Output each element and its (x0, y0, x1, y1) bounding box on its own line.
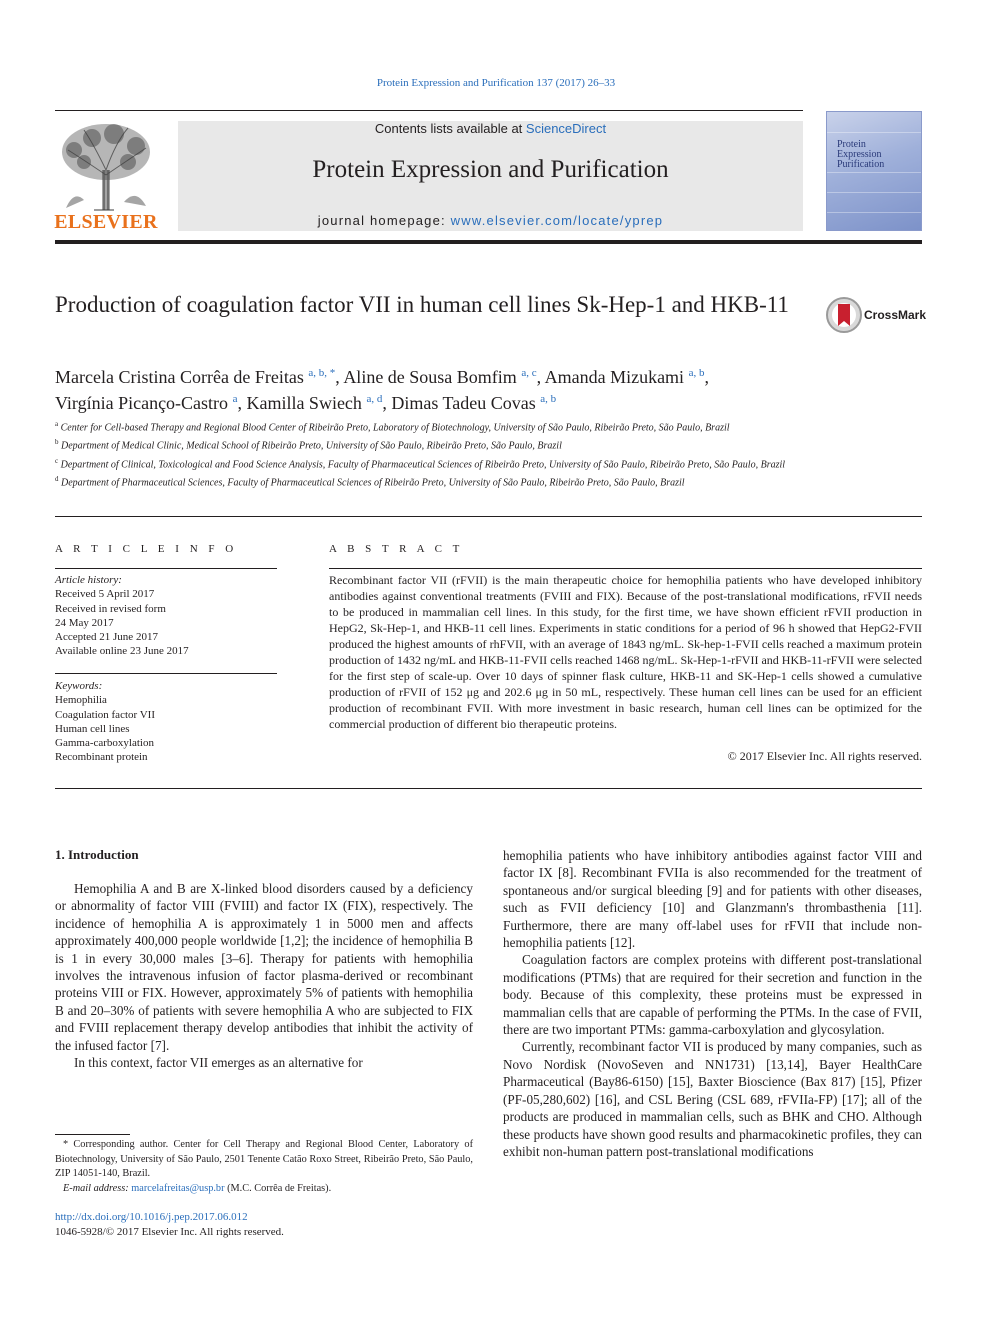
article-title: Production of coagulation factor VII in human cell lines Sk-Hep-1 and HKB-11 (55, 292, 789, 317)
author[interactable]: Dimas Tadeu Covas $^{a, b}$ (391, 393, 557, 413)
body-paragraph: Currently, recombinant factor VII is produced by many companies, such as Novo Nordisk (NovoSeven and NN1731) [13,14], Bayer HealthCare Pharmaceutical (Bay86-6150) [15], Baxter Bioscience (Bax 817) [15], Pfizer (PF-05,280,602) [16], and CSL Bering (CSL 689, rFVIIa-FP) [17]; all of the products are produced in mammalian cells, such as BHK and CHO. Although these products have shown good results and pharmacokinetic profiles, they can exhibit non-human pattern post-translational modifications (503, 1039, 922, 1159)
author[interactable]: Amanda Mizukami $^{a, b}$ (544, 367, 705, 387)
divider (329, 568, 922, 569)
cover-title-line: Expression (837, 149, 882, 160)
author[interactable]: Kamilla Swiech $^{a, d}$ (246, 393, 383, 413)
author[interactable]: Aline de Sousa Bomfim $^{a, c}$ (343, 367, 537, 387)
doi-link[interactable]: http://dx.doi.org/10.1016/j.pep.2017.06.012 (55, 1211, 248, 1223)
article-info-heading: A R T I C L E I N F O (55, 543, 238, 555)
cover-title-line: Protein (837, 139, 866, 150)
header-thick-divider (55, 240, 922, 244)
body-column-left (55, 880, 473, 1071)
article-history (55, 573, 277, 659)
history-item: Available online 23 June 2017 (55, 645, 189, 658)
affiliation: $^c$ Department of Clinical, Toxicological and Food Science Analysis, Faculty of Pharmaceutical Sciences of Ribeirão Preto, University of São Paulo, Ribeirão Preto, São Paulo, Brazil (55, 456, 786, 470)
footnote-divider (55, 1134, 130, 1135)
keyword: Recombinant protein (55, 751, 148, 764)
divider (55, 788, 922, 789)
journal-name: Protein Expression and Purification (312, 156, 669, 183)
affiliation: $^a$ Center for Cell-based Therapy and Regional Blood Center of Ribeirão Preto, Laboratory of Biotechnology, University of São Paulo, Ribeirão Preto, São Paulo, Brazil (55, 420, 730, 434)
crossmark-label: CrossMark (864, 308, 927, 322)
body-paragraph: Coagulation factors are complex proteins with different post-translational modifications (PTMs) that are required for their secretion and function in the body. Because of this complexity, these proteins must be expressed in mammalian cells that are capable of performing the PTMs. In the case of FVII, there are two important PTMs: gamma-carboxylation and glycosylation. (503, 952, 922, 1038)
journal-cover-thumbnail[interactable] (826, 111, 922, 231)
cover-title (837, 140, 884, 170)
author[interactable]: Virgínia Picanço-Castro $^a$ (55, 393, 238, 413)
history-item: 24 May 2017 (55, 616, 114, 629)
abstract-heading: A B S T R A C T (329, 543, 464, 555)
cover-title-line: Purification (837, 159, 885, 170)
history-label: Article history: (55, 574, 122, 586)
body-paragraph: In this context, factor VII emerges as an alternative for (74, 1055, 363, 1071)
email-suffix: (M.C. Corrêa de Freitas). (224, 1182, 332, 1194)
keyword: Coagulation factor VII (55, 708, 155, 721)
keyword: Gamma-carboxylation (55, 737, 154, 750)
keyword: Human cell lines (55, 722, 130, 735)
section-heading: 1. Introduction (55, 847, 139, 862)
affiliations (55, 417, 805, 490)
email-link[interactable]: marcelafreitas@usp.br (131, 1182, 225, 1194)
divider (55, 516, 922, 517)
contents-line (178, 121, 803, 136)
divider (55, 673, 277, 674)
corresponding-author-footnote (55, 1138, 473, 1196)
keyword: Hemophilia (55, 694, 107, 707)
body-paragraph: hemophilia patients who have inhibitory antibodies against factor VIII and factor IX [8]. Recombinant FVIIa is also recommended for the treatment of spontaneous and/or surgical bleeding [9] and for patients with other diseases, such as FVII deficiency [10] and Glanzmann's thrombasthenia [11]. Furthermore, there are many off-label uses for rFVII that include non-hemophilia patients [12]. (503, 848, 922, 951)
keywords-label: Keywords: (55, 680, 103, 692)
affiliation: $^b$ Department of Medical Clinic, Medical School of Ribeirão Preto, University of São Paulo, Ribeirão Preto, São Paulo, Brazil (55, 438, 562, 452)
author[interactable]: Marcela Cristina Corrêa de Freitas $^{a, b, *}$ (55, 367, 336, 387)
keywords (55, 679, 277, 765)
author-list: Marcela Cristina Corrêa de Freitas $^{a, b, *}$, Aline de Sousa Bomfim $^{a, c}$, Amanda Mizukami $^{a, b}$, Virgínia Picanço-Castro $^a$, Kamilla Swiech $^{a, d}$, Dimas Tadeu Covas $^{a, b}$ (55, 367, 709, 413)
journal-citation-link[interactable]: Protein Expression and Purification 137 (2017) 26–33 (376, 77, 616, 89)
corresponding-author-text: * Corresponding author. Center for Cell Therapy and Regional Blood Center, Laboratory of Biotechnology, University of São Paulo, 2501 Tenente Catão Roxo Street, Ribeirão Preto, São Paulo, ZIP 14051-140, Brazil. (55, 1139, 473, 1179)
homepage-line (178, 213, 803, 228)
email-label: E-mail address: (63, 1182, 132, 1194)
abstract-text: Recombinant factor VII (rFVII) is the main therapeutic choice for hemophilia patients who have developed inhibitory antibodies against conventional treatments (FVIII and FIX). Because of the post-translational modifications, rFVII needs to be produced in mammalian cell lines. In this study, for the first time, we have shown efficient rFVII production in HepG2, Sk-Hep-1, and HKB-11 cell lines. Experiments in static conditions for a period of 96 h showed that HepG2-FVII produced the highest amounts of rhFVII, with an average of 1843 ng/mL. Sk-hep-1-FVII cells reached a maximum protein production of 1432 ng/mL and HKB-11-FVII cells reached 1468 ng/mL. Sk-Hep-1-rFVII and HKB-11-rFVII were selected for the first step of scale-up. Over 10 days of spinner flask culture, HKB-11 and SK-Hep-1 cells showed a cumulative production of rFVII of 152 μg and 202.6 μg in 50 mL, respectively. These human cell lines can be used for an efficient production of recombinant FVII. With more investment in basic research, human cell lines can be optimized for the commercial production of different bio therapeutic proteins. (329, 573, 922, 731)
abstract-copyright: © 2017 Elsevier Inc. All rights reserved. (727, 749, 922, 763)
homepage-link[interactable]: www.elsevier.com/locate/yprep (450, 213, 664, 228)
history-item: Received 5 April 2017 (55, 588, 155, 601)
crossmark-icon (825, 296, 865, 336)
divider (55, 568, 277, 569)
contents-prefix: Contents lists available at (374, 121, 526, 136)
sciencedirect-link[interactable]: ScienceDirect (525, 121, 607, 136)
affiliation: $^d$ Department of Pharmaceutical Sciences, Faculty of Pharmaceutical Sciences of Ribeirão Preto, University of São Paulo, Ribeirão Preto, São Paulo, Brazil (55, 474, 685, 489)
issn-copyright: 1046-5928/© 2017 Elsevier Inc. All rights reserved. (55, 1226, 284, 1238)
body-column-right (503, 847, 922, 1160)
divider (55, 110, 803, 111)
homepage-prefix: journal homepage: (317, 213, 451, 228)
history-item: Received in revised form (55, 602, 166, 615)
history-item: Accepted 21 June 2017 (55, 631, 158, 644)
body-paragraph: Hemophilia A and B are X-linked blood disorders caused by a deficiency or abnormality of factor VIII (FVIII) and factor IX (FIX), respectively. The incidence of hemophilia A is approximately 1 in 5000 men and affects approximately 400,000 people worldwide [1,2]; the incidence of hemophilia B is 1 in every 30,000 males [3–6]. Therapy for patients with hemophilia involves the intravenous infusion of factor plasma-derived or recombinant proteins VIII or FIX. However, approximately 5% of patients with hemophilia B and 20–30% of patients with severe hemophilia A who are subjected to FIX and FVIII replacement therapy develop antibodies that inhibit the activity of the infused factor [7]. (55, 881, 473, 1053)
elsevier-wordmark: ELSEVIER (54, 211, 158, 233)
